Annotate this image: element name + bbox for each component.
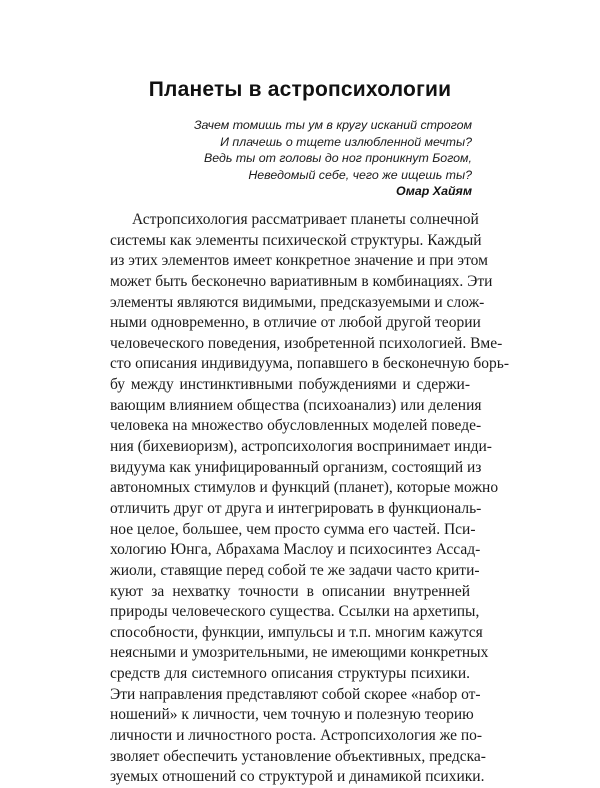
text-line: способности, функции, импульсы и т.п. многим кажутся (110, 623, 483, 641)
text-line: человека на множество обусловленных моделей поведе- (110, 417, 482, 435)
chapter-title: Планеты в астропсихологии (148, 78, 452, 101)
text-line: Эти направления представляют собой скорее «набор от- (110, 685, 481, 703)
epigraph-line: Ведь ты от головы до ног проникнут Богом, (204, 151, 472, 166)
text-line: зволяет обеспечить установление объективных, предска- (110, 747, 486, 765)
text-line: автономных стимулов и функций (планет), которые можно (110, 479, 499, 497)
text-line: человеческого поведения, изобретенной психологией. Вме- (110, 334, 503, 352)
text-line: зуемых отношений со структурой и динамикой психики. (110, 768, 485, 786)
text-line: отличить друг от друга и интегрировать в функциональ- (110, 499, 482, 517)
text-line: жиоли, ставящие перед собой те же задачи часто крити- (110, 561, 480, 579)
text-line: ношений» к личности, чем точную и полезную теорию (110, 706, 474, 724)
epigraph-author: Омар Хайям (395, 184, 472, 198)
text-line: неясными и умозрительными, не имеющими конкретных (110, 644, 489, 662)
text-line: вающим влиянием общества (психоанализ) или деления (110, 396, 482, 414)
text-line: бу между инстинктивными побуждениями и сдержи- (110, 376, 470, 394)
text-line: видуума как унифицированный организм, состоящий из (110, 458, 482, 476)
epigraph-line: Зачем томишь ты ум в кругу исканий строгом (193, 118, 472, 132)
text-line: ное целое, большее, чем просто сумма его частей. Пси- (110, 520, 476, 538)
text-line: системы как элементы психической структуры. Каждый (110, 231, 482, 249)
text-line: может быть бесконечно вариативным в комбинациях. Эти (110, 272, 493, 290)
text-line: личности и личностного роста. Астропсихология же по- (110, 727, 483, 745)
body-text (110, 210, 510, 788)
epigraph-line: И плачешь о тщете излюбленной мечты? (220, 134, 472, 149)
text-line: Астропсихология рассматривает планеты солнечной (132, 211, 479, 228)
text-line: ными одновременно, в отличие от любой другой теории (110, 314, 481, 332)
text-line: элементы являются видимыми, предсказуемыми и слож- (110, 293, 485, 311)
text-line: природы человеческого существа. Ссылки на архетипы, (110, 603, 480, 621)
text-line: ния (бихевиоризм), астропсихология воспринимает инди- (110, 438, 492, 456)
text-line: хологию Юнга, Абрахама Маслоу и психосинтез Ассад- (110, 541, 481, 559)
epigraph-line: Неведомый себе, чего же ищешь ты? (248, 167, 472, 182)
text-line: куют за нехватку точности в описании внутренней (110, 582, 470, 600)
text-line: сто описания индивидуума, попавшего в бесконечную борь- (110, 355, 510, 373)
epigraph (112, 117, 472, 183)
text-line: средств для системного описания структуры психики. (110, 665, 470, 683)
text-line: из этих элементов имеет конкретное значение и при этом (110, 252, 488, 270)
